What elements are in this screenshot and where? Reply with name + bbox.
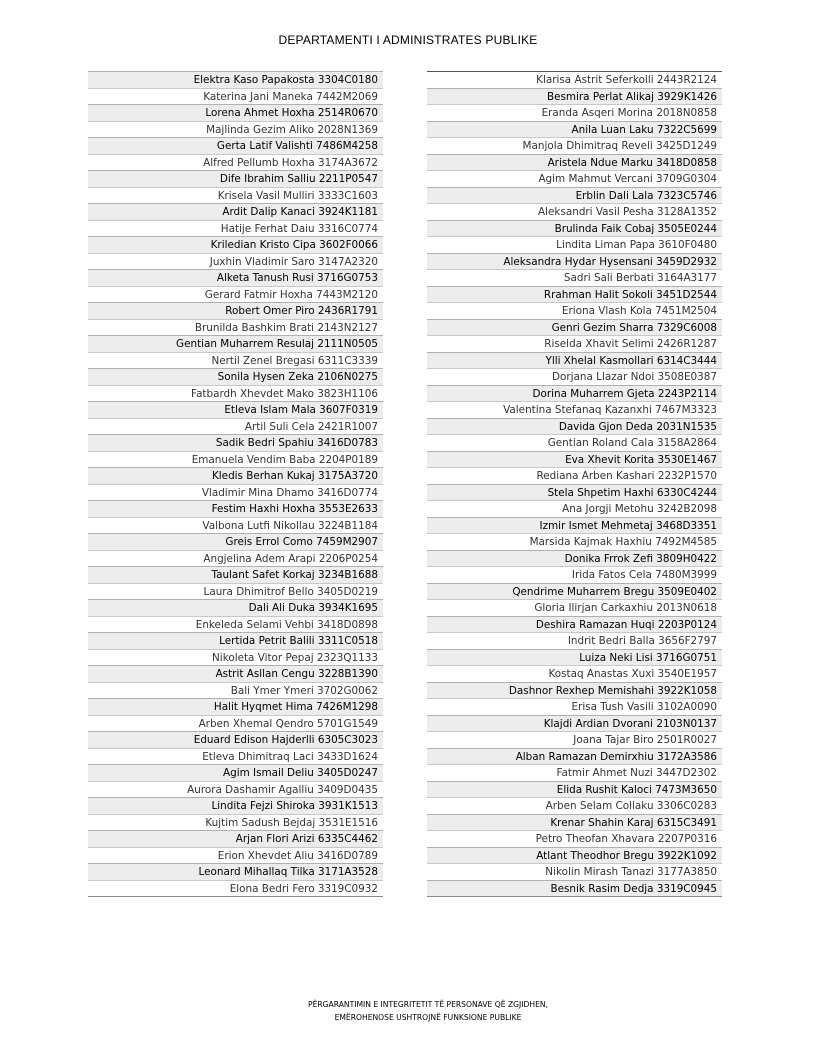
page-title: DEPARTAMENTI I ADMINISTRATES PUBLIKE <box>278 33 538 47</box>
list-item: Rrahman Halit Sokoli 3451D2544 <box>427 286 722 303</box>
list-item: Eva Xhevit Korita 3530E1467 <box>427 451 722 468</box>
list-item: Nikolin Mirash Tanazi 3177A3850 <box>427 863 722 880</box>
list-item: Aristela Ndue Marku 3418D0858 <box>427 154 722 171</box>
list-item: Fatmir Ahmet Nuzi 3447D2302 <box>427 764 722 781</box>
list-item: Arjan Flori Arizi 6335C4462 <box>88 830 383 847</box>
list-item: Lindita Liman Papa 3610F0480 <box>427 236 722 253</box>
list-item: Bali Ymer Ymeri 3702G0062 <box>88 682 383 699</box>
list-item: Lindita Fejzi Shiroka 3931K1513 <box>88 797 383 814</box>
footer <box>0 998 816 1024</box>
list-item: Greis Errol Como 7459M2907 <box>88 533 383 550</box>
list-item: Astrit Asllan Cengu 3228B1390 <box>88 665 383 682</box>
list-item: Etleva Islam Mala 3607F0319 <box>88 401 383 418</box>
footer-line-1: PËRGARANTIMIN E INTEGRITETIT TË PERSONAVE QË ZGJIDHEN, <box>308 1000 548 1009</box>
list-item: Juxhin Vladimir Saro 3147A2320 <box>88 253 383 270</box>
list-item: Gerta Latif Valishti 7486M4258 <box>88 137 383 154</box>
list-item: Kledis Berhan Kukaj 3175A3720 <box>88 467 383 484</box>
list-item: Lertida Petrit Balili 3311C0518 <box>88 632 383 649</box>
list-item: Petro Theofan Xhavara 2207P0316 <box>427 830 722 847</box>
list-item: Indrit Bedri Balla 3656F2797 <box>427 632 722 649</box>
list-end-rule <box>427 896 722 898</box>
list-item: Taulant Safet Korkaj 3234B1688 <box>88 566 383 583</box>
list-item: Ardit Dalip Kanaci 3924K1181 <box>88 203 383 220</box>
list-item: Ana Jorgji Metohu 3242B2098 <box>427 500 722 517</box>
list-item: Angjelina Adem Arapi 2206P0254 <box>88 550 383 567</box>
list-item: Deshira Ramazan Huqi 2203P0124 <box>427 616 722 633</box>
list-item: Majlinda Gezim Aliko 2028N1369 <box>88 121 383 138</box>
list-item: Dashnor Rexhep Memishahi 3922K1058 <box>427 682 722 699</box>
list-item: Besmira Perlat Alikaj 3929K1426 <box>427 88 722 105</box>
list-item: Sadri Sali Berbati 3164A3177 <box>427 269 722 286</box>
list-item: Dorjana Llazar Ndoi 3508E0387 <box>427 368 722 385</box>
list-end-rule <box>88 896 383 898</box>
list-item: Kriledian Kristo Cipa 3602F0066 <box>88 236 383 253</box>
list-item: Krenar Shahin Karaj 6315C3491 <box>427 814 722 831</box>
list-item: Sadik Bedri Spahiu 3416D0783 <box>88 434 383 451</box>
list-item: Gentian Muharrem Resulaj 2111N0505 <box>88 335 383 352</box>
list-item: Dorina Muharrem Gjeta 2243P2114 <box>427 385 722 402</box>
list-item: Vladimir Mina Dhamo 3416D0774 <box>88 484 383 501</box>
list-item: Eranda Asqeri Morina 2018N0858 <box>427 104 722 121</box>
list-item: Eduard Edison Hajderlli 6305C3023 <box>88 731 383 748</box>
list-item: Brunilda Bashkim Brati 2143N2127 <box>88 319 383 336</box>
list-item: Etleva Dhimitraq Laci 3433D1624 <box>88 748 383 765</box>
list-item: Rediana Arben Kashari 2232P1570 <box>427 467 722 484</box>
list-item: Riselda Xhavit Selimi 2426R1287 <box>427 335 722 352</box>
list-item: Artil Suli Cela 2421R1007 <box>88 418 383 435</box>
left-name-list <box>88 71 383 898</box>
list-item: Erisa Tush Vasili 3102A0090 <box>427 698 722 715</box>
list-item: Sonila Hysen Zeka 2106N0275 <box>88 368 383 385</box>
list-item: Aleksandra Hydar Hysensani 3459D2932 <box>427 253 722 270</box>
list-item: Genri Gezim Sharra 7329C6008 <box>427 319 722 336</box>
list-item: Irida Fatos Cela 7480M3999 <box>427 566 722 583</box>
list-item: Fatbardh Xhevdet Mako 3823H1106 <box>88 385 383 402</box>
list-item: Dife Ibrahim Salliu 2211P0547 <box>88 170 383 187</box>
list-item: Donika Frrok Zefi 3809H0422 <box>427 550 722 567</box>
list-item: Kujtim Sadush Bejdaj 3531E1516 <box>88 814 383 831</box>
list-item: Aurora Dashamir Agalliu 3409D0435 <box>88 781 383 798</box>
list-item: Izmir Ismet Mehmetaj 3468D3351 <box>427 517 722 534</box>
list-item: Joana Tajar Biro 2501R0027 <box>427 731 722 748</box>
list-item: Brulinda Faik Cobaj 3505E0244 <box>427 220 722 237</box>
list-item: Enkeleda Selami Vehbi 3418D0898 <box>88 616 383 633</box>
list-item: Marsida Kajmak Haxhiu 7492M4585 <box>427 533 722 550</box>
list-item: Klajdi Ardian Dvorani 2103N0137 <box>427 715 722 732</box>
list-item: Elona Bedri Fero 3319C0932 <box>88 880 383 897</box>
list-item: Dali Ali Duka 3934K1695 <box>88 599 383 616</box>
list-item: Robert Omer Piro 2436R1791 <box>88 302 383 319</box>
list-item: Elektra Kaso Papakosta 3304C0180 <box>88 71 383 88</box>
list-item: Nertil Zenel Bregasi 6311C3339 <box>88 352 383 369</box>
list-item: Lorena Ahmet Hoxha 2514R0670 <box>88 104 383 121</box>
list-item: Qendrime Muharrem Bregu 3509E0402 <box>427 583 722 600</box>
right-name-list <box>427 71 722 898</box>
list-item: Stela Shpetim Haxhi 6330C4244 <box>427 484 722 501</box>
list-item: Gerard Fatmir Hoxha 7443M2120 <box>88 286 383 303</box>
list-item: Agim Ismail Deliu 3405D0247 <box>88 764 383 781</box>
list-item: Emanuela Vendim Baba 2204P0189 <box>88 451 383 468</box>
list-item: Atlant Theodhor Bregu 3922K1092 <box>427 847 722 864</box>
list-item: Elida Rushit Kaloci 7473M3650 <box>427 781 722 798</box>
list-item: Eriona Vlash Kola 7451M2504 <box>427 302 722 319</box>
list-item: Agim Mahmut Vercani 3709G0304 <box>427 170 722 187</box>
list-item: Valentina Stefanaq Kazanxhi 7467M3323 <box>427 401 722 418</box>
list-item: Arben Selam Collaku 3306C0283 <box>427 797 722 814</box>
footer-line-2: EMËROHENOSE USHTROJNË FUNKSIONE PUBLIKE <box>334 1013 522 1022</box>
list-item: Hatije Ferhat Daiu 3316C0774 <box>88 220 383 237</box>
list-item: Anila Luan Laku 7322C5699 <box>427 121 722 138</box>
list-item: Klarisa Astrit Seferkolli 2443R2124 <box>427 71 722 88</box>
list-item: Laura Dhimitrof Bello 3405D0219 <box>88 583 383 600</box>
list-item: Katerina Jani Maneka 7442M2069 <box>88 88 383 105</box>
list-item: Valbona Lutfi Nikollau 3224B1184 <box>88 517 383 534</box>
list-item: Gloria Ilirjan Carkaxhiu 2013N0618 <box>427 599 722 616</box>
list-item: Halit Hyqmet Hima 7426M1298 <box>88 698 383 715</box>
list-item: Alketa Tanush Rusi 3716G0753 <box>88 269 383 286</box>
list-item: Erion Xhevdet Aliu 3416D0789 <box>88 847 383 864</box>
list-item: Krisela Vasil Mulliri 3333C1603 <box>88 187 383 204</box>
list-item: Erblin Dali Lala 7323C5746 <box>427 187 722 204</box>
list-item: Gentian Roland Cala 3158A2864 <box>427 434 722 451</box>
list-item: Besnik Rasim Dedja 3319C0945 <box>427 880 722 897</box>
list-item: Luiza Neki Lisi 3716G0751 <box>427 649 722 666</box>
list-item: Ylli Xhelal Kasmollari 6314C3444 <box>427 352 722 369</box>
list-item: Festim Haxhi Hoxha 3553E2633 <box>88 500 383 517</box>
list-item: Alban Ramazan Demirxhiu 3172A3586 <box>427 748 722 765</box>
list-item: Alfred Pellumb Hoxha 3174A3672 <box>88 154 383 171</box>
list-item: Aleksandri Vasil Pesha 3128A1352 <box>427 203 722 220</box>
list-item: Manjola Dhimitraq Reveli 3425D1249 <box>427 137 722 154</box>
list-item: Nikoleta Vitor Pepaj 2323Q1133 <box>88 649 383 666</box>
list-item: Leonard Mihallaq Tilka 3171A3528 <box>88 863 383 880</box>
list-item: Kostaq Anastas Xuxi 3540E1957 <box>427 665 722 682</box>
list-item: Davida Gjon Deda 2031N1535 <box>427 418 722 435</box>
list-item: Arben Xhemal Qendro 5701G1549 <box>88 715 383 732</box>
